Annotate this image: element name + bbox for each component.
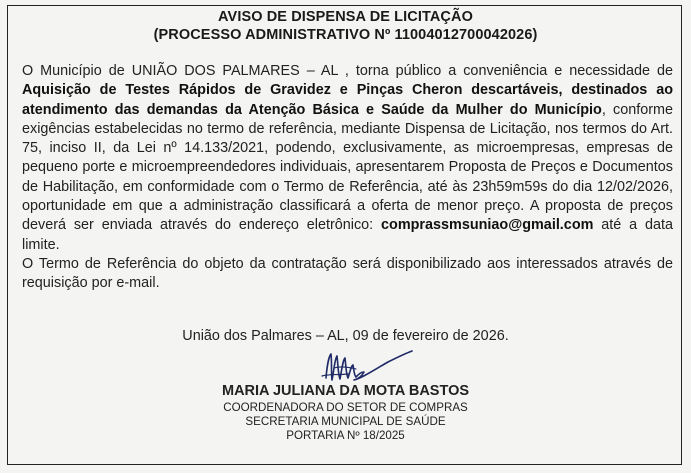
notice-title: AVISO DE DISPENSA DE LICITAÇÃO	[218, 9, 473, 25]
notice-paragraph-2: O Termo de Referência do objeto da contratação será disponibilizado aos interessados através de requisição por e-mail.	[22, 255, 673, 292]
procurement-object: Aquisição de Testes Rápidos de Gravidez e Pinças Cheron descartáveis, destinados ao atendimento das demandas da Atenção Básica e Saúde da Mulher do Município	[22, 82, 673, 118]
notice-paragraph-1	[22, 62, 673, 255]
process-number: (PROCESSO ADMINISTRATIVO Nº 11004012700042026)	[153, 27, 538, 43]
handwritten-signature	[318, 348, 416, 388]
notice-body	[22, 62, 673, 294]
intro-text: O Município de UNIÃO DOS PALMARES – AL , torna público a conveniência e necessidade de	[22, 63, 673, 79]
signatory-department: SECRETARIA MUNICIPAL DE SAÚDE	[245, 415, 446, 428]
conditions-text: , conforme exigências estabelecidas no termo de referência, mediante Dispensa de Licitação, nos termos do Art. 75, inciso II, da Lei nº 14.133/2021, podendo, exclusivamente, as microempresas, empresas de pequeno porte e microempreendedores individuais, apresentarem Proposta de Preços e Documentos de Habilitação, em conformidade com o Termo de Referência, até às 23h59m59s do dia 12/02/2026, oportunidade em que a administração classificará a oferta de menor preço. A proposta de preços deverá ser enviada através do endereço eletrônico:	[22, 101, 674, 234]
signatory-name: MARIA JULIANA DA MOTA BASTOS	[221, 383, 470, 399]
signatory-role: COORDENADORA DO SETOR DE COMPRAS	[223, 401, 468, 414]
place-and-date: União dos Palmares – AL, 09 de fevereiro de 2026.	[182, 328, 509, 344]
contact-email[interactable]: comprassmsuniao@gmail.com	[381, 217, 594, 234]
deadline-text: até a data limite.	[22, 217, 674, 253]
signatory-ordinance: PORTARIA Nº 18/2025	[286, 429, 405, 442]
